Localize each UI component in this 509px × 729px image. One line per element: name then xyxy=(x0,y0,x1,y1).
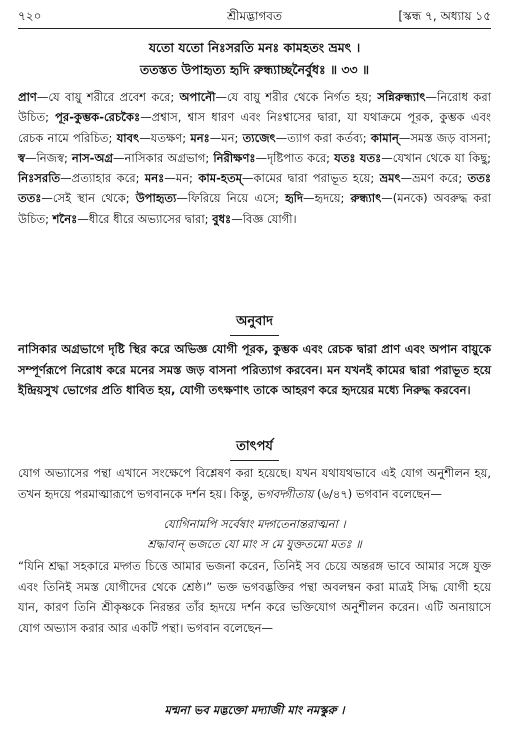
synonym-word: রুন্ধ্যাৎ xyxy=(350,191,382,206)
synonym-word: শনৈঃ xyxy=(52,211,78,226)
synonym-word: হৃদি xyxy=(285,191,304,206)
verse-line-2: ততস্তত উপাহৃত্য হৃদি রুন্ধ্যাচ্ছনৈর্বুধঃ ॥ ৩৩ ॥ xyxy=(139,62,370,77)
synonyms-paragraph xyxy=(18,87,491,229)
sanskrit-verse xyxy=(18,37,491,81)
page-number: ৭২০ xyxy=(18,9,42,23)
synonym-meaning: —প্রশ্বাস, শ্বাস ধারণ এবং নিঃশ্বাসের দ্বারা, যা যথাক্রমে পূরক, কুম্ভক এবং রেচক নামে পরিচিত; xyxy=(18,110,491,145)
synonym-meaning: —ফিরিয়ে নিয়ে এসে; xyxy=(176,191,286,206)
synonym-meaning: —যে বায়ু শরীর থেকে নির্গত হয়; xyxy=(215,90,378,104)
synonym-word: যতঃ যতঃ xyxy=(334,150,382,165)
synonym-meaning: —যেখান থেকে যা কিছু; xyxy=(381,150,491,165)
purport-quote: “যিনি শ্রদ্ধা সহকারে মদ্গত চিত্তে আমার ভজনা করেন, তিনিই সব চেয়ে অন্তরঙ্গ ভাবে আমার সঙ্গে যুক্ত এবং তিনিই সমস্ত যোগীদের থেকে শ্রেষ্ঠ।” ভক্ত ভগবদ্ভক্তির পন্থা অবলম্বন করা মাত্রই সিদ্ধ যোগী হয়ে যান, কারণ তিনি শ্রীকৃষ্ণকে নিরন্তর তাঁর হৃদয়ে দর্শন করে ভক্তিযোগ অনুশীলন করেন। এটি অনায়াসে যোগ অভ্যাস করার আর একটি পন্থা। ভগবান বলেছেন— xyxy=(18,559,491,635)
synonym-word: যাবৎ xyxy=(116,130,140,145)
synonym-word: মনঃ xyxy=(190,130,210,145)
synonym-word: বুধঃ xyxy=(212,211,232,226)
synonym-meaning: —দৃষ্টিপাত করে; xyxy=(255,150,335,165)
synonym-meaning: —নিজস্ব; xyxy=(25,150,72,165)
synonym-meaning: —সমস্ত জড় বাসনা; xyxy=(398,130,492,145)
synonym-meaning: —মন; xyxy=(209,130,243,145)
synonym-word: ভ্রমৎ xyxy=(379,171,401,186)
synonym-word: প্রাণ xyxy=(18,90,37,104)
gita-verse-line-2: শ্রদ্ধাবান্ ভজতে যো মাং স মে যুক্ততমো মতঃ ॥ xyxy=(147,537,362,551)
synonym-word: অপানৌ xyxy=(179,90,216,104)
synonym-meaning: —ভ্রমণ করে; xyxy=(400,171,468,186)
synonym-word: নাস-অগ্র xyxy=(71,150,114,165)
synonym-meaning: —প্রত্যাহার করে; xyxy=(60,171,145,186)
synonym-meaning: —হৃদয়ে; xyxy=(303,191,351,206)
synonym-meaning: —নাসিকার অগ্রভাগ; xyxy=(113,150,214,165)
synonym-meaning: —(মনকে) অবরুদ্ধ করা উচিত; xyxy=(18,191,491,226)
synonym-word: নিরীক্ষণঃ xyxy=(213,150,256,165)
book-title: শ্রীমদ্ভাগবত xyxy=(226,9,282,23)
book-reference: ভগবদ্গীতায় xyxy=(256,486,314,501)
synonym-meaning: —ত্যাগ করা কর্তব্য; xyxy=(275,130,371,145)
header-rule xyxy=(18,28,491,29)
closing-verse: মন্মনা ভব মদ্ভক্তো মদ্যাজী মাং নমস্কুরু । xyxy=(164,703,345,717)
synonym-word: উপাহৃত্য xyxy=(135,191,177,206)
synonym-meaning: —কামের দ্বারা পরাভূত হয়ে; xyxy=(241,171,380,186)
synonym-word: নিঃসরতি xyxy=(18,171,61,186)
chapter-label: [স্কন্ধ ৭, অধ্যায় ১৫ xyxy=(398,9,491,23)
synonym-meaning: —যতক্ষণ; xyxy=(139,130,191,145)
synonym-word: সন্নিরুন্ধ্যাৎ xyxy=(377,90,426,104)
gita-verse-line-1: যোগিনামপি সর্বেষাং মদ্গতেনান্তরাত্মনা । xyxy=(163,517,346,531)
synonym-meaning: —বিজ্ঞ যোগী। xyxy=(231,211,297,226)
verse-line-1: যতো যতো নিঃসরতি মনঃ কামহতং ভ্রমৎ । xyxy=(148,40,361,55)
synonym-word: পূর-কুম্ভক-রেচকৈঃ xyxy=(55,110,141,125)
synonym-meaning: —যে বায়ু শরীরে প্রবেশ করে; xyxy=(36,90,180,104)
translation-heading: অনুবাদ xyxy=(0,312,509,336)
translation-text: নাসিকার অগ্রভাগে দৃষ্টি স্থির করে অভিজ্ঞ যোগী পূরক, কুম্ভক এবং রেচক দ্বারা প্রাণ এবং অপান বায়ুকে সম্পূর্ণরূপে নিরোধ করে মনের সমস্ত জড় বাসনা পরিত্যাগ করবেন। মন যখনই কামের দ্বারা পরাভূত হয়ে ইন্দ্রিয়সুখ ভোগের প্রতি ধাবিত হয়, যোগী তৎক্ষণাৎ তাকে আহরণ করে হৃদয়ের মধ্যে নিরুদ্ধ করবেন। xyxy=(18,342,491,397)
synonym-word: ততঃ ততঃ xyxy=(18,171,491,206)
synonym-meaning: —ধীরে ধীরে অভ্যাসের দ্বারা; xyxy=(77,211,213,226)
purport-intro: যোগ অভ্যাসের পন্থা এখানে সংক্ষেপে বিশ্লেষণ করা হয়েছে। যখন যথাযথভাবে এই যোগ অনুশীলন হয়, তখন হৃদয়ে পরমাত্মারূপে ভগবানকে দর্শন হয়। কিন্তু, ভগবদ্গীতায় (৬/৪৭) ভগবান বলেছেন— xyxy=(18,466,491,501)
purport-heading: তাৎপর্য xyxy=(0,437,509,461)
synonym-meaning: —নিরোধ করা উচিত; xyxy=(18,90,491,125)
synonym-word: মনঃ xyxy=(144,171,165,186)
synonym-word: ত্যজেৎ xyxy=(242,130,276,145)
synonym-word: স্ব xyxy=(18,150,25,165)
page-header xyxy=(18,6,491,28)
synonym-meaning: —মন; xyxy=(164,171,199,186)
synonym-word: কাম-হতম্ xyxy=(198,171,242,186)
synonym-word: কামান্ xyxy=(370,130,399,145)
synonym-meaning: —সেই স্থান থেকে; xyxy=(41,191,136,206)
